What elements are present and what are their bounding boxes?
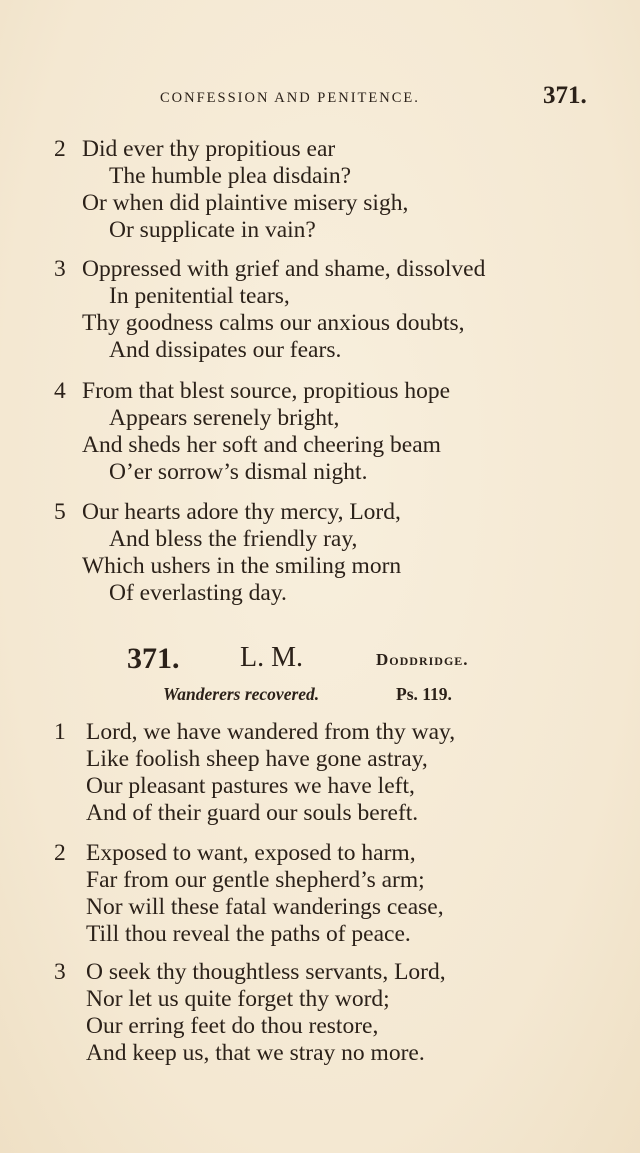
verse-line: And dissipates our fears. <box>109 337 342 363</box>
verse-line: Which ushers in the smiling morn <box>82 553 402 579</box>
hymn-verse-3 <box>0 959 640 1067</box>
verse-number: 5 <box>54 499 66 525</box>
verse-line: Oppressed with grief and shame, dissolved <box>82 256 486 282</box>
verse-line: Appears serenely bright, <box>109 405 340 431</box>
verse-line: Exposed to want, exposed to harm, <box>86 840 416 866</box>
page-number: 371. <box>543 82 587 109</box>
verse-line: Or supplicate in vain? <box>109 217 316 243</box>
verse-line: Our pleasant pastures we have left, <box>86 773 415 799</box>
verse-line: Thy goodness calms our anxious doubts, <box>82 310 465 336</box>
hymn-verse-2 <box>0 840 640 948</box>
verse-2 <box>0 136 640 244</box>
verse-line: O’er sorrow’s dismal night. <box>109 459 368 485</box>
verse-number: 2 <box>54 840 66 866</box>
hymn-meter: L. M. <box>240 642 303 673</box>
verse-line: The humble plea disdain? <box>109 163 352 189</box>
hymn-author: Doddridge. <box>376 650 469 669</box>
verse-line: Like foolish sheep have gone astray, <box>86 746 428 772</box>
verse-line: And bless the friendly ray, <box>109 526 358 552</box>
verse-5 <box>0 499 640 607</box>
verse-line: O seek thy thoughtless servants, Lord, <box>86 959 446 985</box>
running-title: CONFESSION AND PENITENCE. <box>160 90 420 106</box>
hymn-header <box>0 642 640 682</box>
verse-line: Till thou reveal the paths of peace. <box>86 921 411 947</box>
verse-line: Nor will these fatal wanderings cease, <box>86 894 444 920</box>
verse-line: Our hearts adore thy mercy, Lord, <box>82 499 401 525</box>
verse-number: 3 <box>54 959 66 985</box>
verse-number: 2 <box>54 136 66 162</box>
hymn-verse-1 <box>0 719 640 827</box>
verse-line: In penitential tears, <box>109 283 290 309</box>
verse-number: 1 <box>54 719 66 745</box>
verse-line: And keep us, that we stray no more. <box>86 1040 425 1066</box>
verse-line: Our erring feet do thou restore, <box>86 1013 379 1039</box>
verse-line: Did ever thy propitious ear <box>82 136 336 162</box>
hymn-number: 371. <box>127 642 180 675</box>
verse-number: 4 <box>54 378 66 404</box>
verse-line: Far from our gentle shepherd’s arm; <box>86 867 425 893</box>
verse-line: From that blest source, propitious hope <box>82 378 451 404</box>
verse-number: 3 <box>54 256 66 282</box>
verse-line: Lord, we have wandered from thy way, <box>86 719 456 745</box>
verse-line: Of everlasting day. <box>109 580 287 606</box>
verse-3 <box>0 256 640 364</box>
hymn-subtitle <box>0 684 640 708</box>
verse-line: Or when did plaintive misery sigh, <box>82 190 409 216</box>
scripture-reference: Ps. 119. <box>396 684 452 704</box>
verse-line: And sheds her soft and cheering beam <box>82 432 441 458</box>
verse-line: And of their guard our souls bereft. <box>86 800 419 826</box>
verse-line: Nor let us quite forget thy word; <box>86 986 390 1012</box>
verse-4 <box>0 378 640 486</box>
hymn-subject: Wanderers recovered. <box>163 684 320 704</box>
running-head <box>0 82 640 116</box>
